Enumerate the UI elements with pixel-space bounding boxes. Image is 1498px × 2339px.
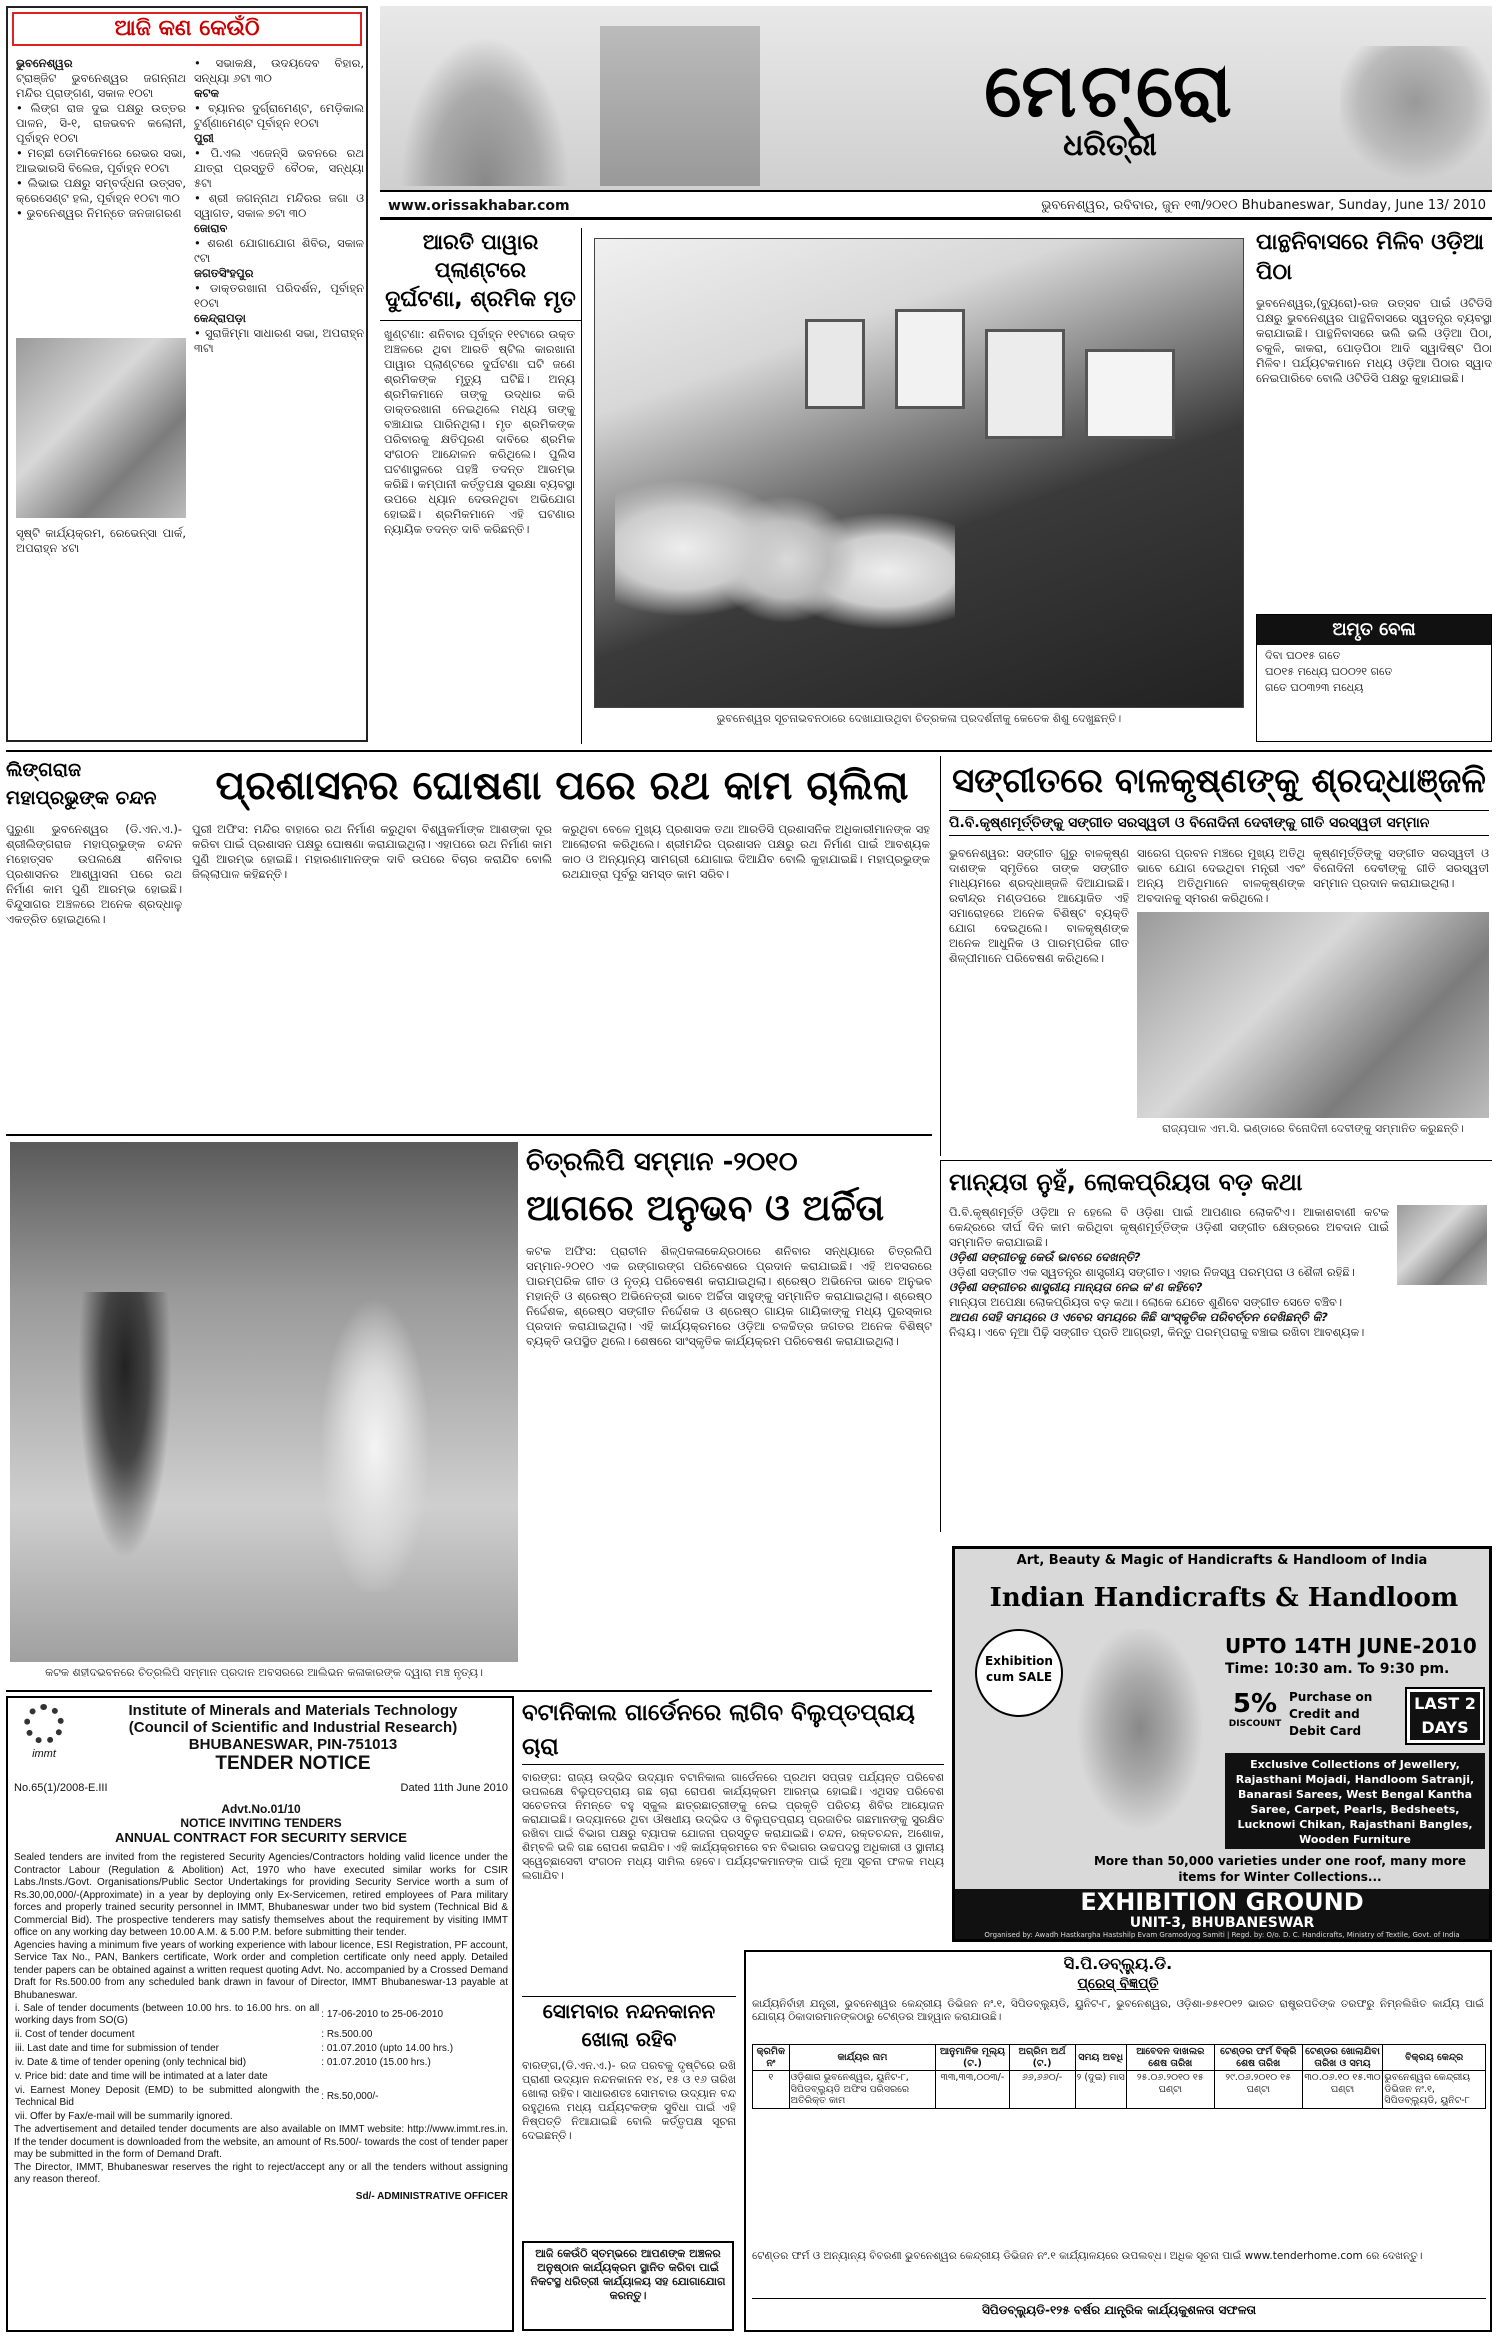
cpwd-intro: କାର୍ଯ୍ୟନିର୍ବାହୀ ଯନ୍ତ୍ରୀ, ଭୁବନେଶ୍ୱର କେନ୍ଦ୍ରୀୟ ଡିଭିଜନ ନଂ.୧, ସିପିଡବ୍ଲ୍ୟୁଡି, ୟୁନିଟ-୮, ଭୁବନେଶ୍ୱର, ଓଡ଼ିଶା-୭୫୧୦୧୨ ଭାରତ ରାଷ୍ଟ୍ରପତିଙ୍କ ତରଫରୁ ନିମ୍ନଲିଖିତ କାର୍ଯ୍ୟ ପାଇଁ ଯୋଗ୍ୟ ଠିକାଦାରମାନଙ୍କଠାରୁ ଟେଣ୍ଡର ଆହ୍ୱାନ କରାଯାଉଛି। [752, 1998, 1484, 2023]
story-popularity [940, 1160, 1492, 1532]
painting-frame [895, 309, 965, 409]
popularity-answer: ନିଶ୍ଚୟ। ଏବେ ନୂଆ ପିଢ଼ି ସଙ୍ଗୀତ ପ୍ରତି ଆଗ୍ରହୀ, କିନ୍ତୁ ପରମ୍ପରାକୁ ବଞ୍ଚାଇ ରଖିବା ଆବଶ୍ୟକ। [949, 1325, 1365, 1339]
tender-org-address: BHUBANESWAR, PIN-751013 [188, 1736, 398, 1753]
rath-col-left: ପୁରୁଣା ଭୁବନେଶ୍ୱର (ଡି.ଏନ.ଏ.)- ଶ୍ରୀଲିଙ୍ଗରାଜ ମହାପ୍ରଭୁଙ୍କ ଚନ୍ଦନ ମହୋତ୍ସବ ଉପଲକ୍ଷେ ଶନିବାର ପ୍ରଶାସନର ଆଶ୍ୱାସନା ପରେ ରଥ ନିର୍ମାଣ କାମ ପୁଣି ଆରମ୍ଭ ହୋଇଛି। ବିନ୍ଦୁସାଗର ଅଞ୍ଚଳରେ ଅନେକ ଶ୍ରଦ୍ଧାଳୁ ଏକତ୍ରିତ ହୋଇଥିଲେ। [6, 822, 182, 926]
expo-sale-badge: Exhibition cum SALE [975, 1629, 1063, 1717]
table-row: v. Price bid: date and time will be intimated at a later date [15, 2071, 268, 2082]
music-subhead: ପି.ବି.କୃଷ୍ଣମୂର୍ତ୍ତିଙ୍କୁ ସଙ୍ଗୀତ ସରସ୍ୱତୀ ଓ ବିନୋଦିନୀ ଦେବୀଙ୍କୁ ଗୀତି ସରସ୍ୱତୀ ସମ୍ମାନ [949, 810, 1489, 836]
dateline-bar [380, 196, 1492, 220]
expo-title: Indian Handicrafts & Handloom [989, 1583, 1459, 1613]
painting-frame [805, 319, 865, 409]
event-item: • ଶ୍ରୀ ଜଗନ୍ନାଥ ମନ୍ଦିରର ଜଗା ଓ ସ୍ୱାଗତ, ସକାଳ ୭ଟା ୩୦ [194, 191, 364, 221]
popularity-body [949, 1205, 1389, 1525]
popularity-headline: ମାନ୍ୟତା ନୁହଁ, ଲୋକପ୍ରିୟତା ବଡ଼ କଥା [949, 1168, 1303, 1196]
chitralipi-body: କଟକ ଅଫିସ: ପ୍ରାଚୀନ ଶିଳ୍ପକଳାକେନ୍ଦ୍ରଠାରେ ଶନିବାର ସନ୍ଧ୍ୟାରେ ଚିତ୍ରଲିପି ସମ୍ମାନ-୨୦୧୦ ଏକ ରଙ୍ଗାରଙ୍ଗ ପରିବେଶରେ ପ୍ରଦାନ କରାଯାଇଛି। ଏହି ଅବସରରେ ପାରମ୍ପରିକ ଗୀତ ଓ ନୃତ୍ୟ ପରିବେଷଣ କରାଯାଇଥିଲା। ଶ୍ରେଷ୍ଠ ଅଭିନେତା ଭାବେ ଅନୁଭବ ମହାନ୍ତି ଓ ଶ୍ରେଷ୍ଠ ଅଭିନେତ୍ରୀ ଭାବେ ଅର୍ଚ୍ଚିତା ସାହୁଙ୍କୁ ସମ୍ମାନିତ କରାଯାଇଥିଲା। ଶ୍ରେଷ୍ଠ ନିର୍ଦ୍ଦେଶକ, ଶ୍ରେଷ୍ଠ ସଙ୍ଗୀତ ନିର୍ଦ୍ଦେଶକ ଓ ଶ୍ରେଷ୍ଠ ଗାୟକ ଗାୟିକାଙ୍କୁ ମଧ୍ୟ ପୁରସ୍କାର ପ୍ରଦାନ କରାଯାଇଥିଲା। ଏହି କାର୍ଯ୍ୟକ୍ରମରେ ଓଡ଼ିଆ ଚଳଚ୍ଚିତ୍ର ଜଗତର ଅନେକ ବିଶିଷ୍ଟ ବ୍ୟକ୍ତି ଉପସ୍ଥିତ ଥିଲେ। ଶେଷରେ ସାଂସ୍କୃତିକ କାର୍ଯ୍ୟକ୍ରମ ପରିବେଷଣ କରାଯାଇଥିଲା। [526, 1244, 932, 1348]
story-power-plant [380, 228, 582, 744]
events-col-1 [16, 56, 186, 336]
painting-frame [1085, 349, 1175, 439]
music-headline: ସଙ୍ଗୀତରେ ବାଳକୃଷ୍ଣଙ୍କୁ ଶ୍ରଦ୍ଧାଞ୍ଜଳି [952, 761, 1486, 801]
tender-schedule [14, 2002, 508, 2124]
tender-para: Agencies having a minimum five years of working experience with labour licence, ESI Registration, PF account, Service Tax No., PAN, Bankers certificate, Work order and completion certificate only need apply. Detailed tender papers can be obtained against a written request quoting Advt. No. accompanied by a Crossed Demand Draft for Rs.500.00 from any scheduled bank drawn in favour of Director, IMMT Bhubaneswar-13 payable at Bhubaneswar. [14, 1939, 508, 2001]
expo-tagline: Art, Beauty & Magic of Handicrafts & Handloom of India [1016, 1553, 1428, 1568]
panthanivas-body: ଭୁବନେଶ୍ୱର,(ବ୍ୟୁରୋ)-ରଜ ଉତ୍ସବ ପାଇଁ ଓଟିଡିସି ପକ୍ଷରୁ ଭୁବନେଶ୍ୱର ପାନ୍ଥନିବାସରେ ସ୍ୱତନ୍ତ୍ର ବ୍ୟବସ୍ଥା କରାଯାଇଛି। ପାନ୍ଥନିବାସରେ ଭଲି ଭଲି ଓଡ଼ିଆ ପିଠା, ଚକୁଳି, କାକରା, ପୋଡ଼ପିଠା ଆଦି ସ୍ୱାଦିଷ୍ଟ ପିଠା ମିଳିବ। ପର୍ଯ୍ୟଟକମାନେ ମଧ୍ୟ ଓଡ଼ିଆ ପିଠାର ସ୍ୱାଦ ନେଇପାରିବେ ବୋଲି ଓଟିଡିସି ପକ୍ଷରୁ କୁହାଯାଇଛି। [1256, 296, 1492, 385]
events-col-1-more [16, 526, 186, 736]
cpwd-slogan: ସିପିଡବ୍ଲ୍ୟୁଡି-୧୨୫ ବର୍ଷର ଯାନ୍ତ୍ରିକ କାର୍ଯ୍ୟକୁଶଳତା ସଫଳତା [752, 2298, 1486, 2322]
table-cell: ୨୫.୦୬.୨୦୧୦ ୧୫ ଘଣ୍ଟା [1126, 2071, 1214, 2109]
promo-box [522, 2241, 734, 2331]
power-plant-headline: ଦୁର୍ଘଟଣା, ଶ୍ରମିକ ମୃତ [380, 284, 581, 321]
nandankanan-body: ବାରଙ୍ଗ,(ଡି.ଏନ.ଏ.)- ରଜ ପରବକୁ ଦୃଷ୍ଟିରେ ରଖି ପ୍ରାଣୀ ଉଦ୍ୟାନ ନନ୍ଦନକାନନ ୧୪, ୧୫ ଓ ୧୬ ତାରିଖ ଖୋଲା ରହିବ। ସାଧାରଣତଃ ସୋମବାର ଉଦ୍ୟାନ ବନ୍ଦ ରହୁଥିଲେ ମଧ୍ୟ ପର୍ଯ୍ୟଟକଙ୍କ ସୁବିଧା ପାଇଁ ଏହି ନିଷ୍ପତ୍ତି ନିଆଯାଇଛି ବୋଲି କର୍ତ୍ତୃପକ୍ଷ ସୂଚନା ଦେଇଛନ୍ତି। [522, 2059, 736, 2142]
power-plant-body: ଖୁଣ୍ଟଣା: ଶନିବାର ପୂର୍ବାହ୍ନ ୧୧ଟାରେ ଉକ୍ତ ଅଞ୍ଚଳରେ ଥିବା ଆରତି ଷ୍ଟିଲ କାରଖାନା ପାୱାର ପ୍ଲାଣ୍ଟରେ ଦୁର୍ଘଟଣା ଘଟି ଜଣେ ଶ୍ରମିକଙ୍କ ମୃତ୍ୟୁ ଘଟିଛି। ଅନ୍ୟ ଶ୍ରମିକମାନେ ତାଙ୍କୁ ଉଦ୍ଧାର କରି ଡାକ୍ତରଖାନା ନେଇଥିଲେ ମଧ୍ୟ ତାଙ୍କୁ ବଞ୍ଚାଯାଇ ପାରିନଥିଲା। ମୃତ ଶ୍ରମିକଙ୍କ ପରିବାରକୁ କ୍ଷତିପୂରଣ ଦାବିରେ ଶ୍ରମିକ ସଂଗଠନ ଆନ୍ଦୋଳନ କରିଥିଲେ। ପୁଲିସ ଘଟଣାସ୍ଥଳରେ ପହଞ୍ଚି ତଦନ୍ତ ଆରମ୍ଭ କରିଛି। କମ୍ପାନୀ କର୍ତ୍ତୃପକ୍ଷ ସୁରକ୍ଷା ବ୍ୟବସ୍ଥା ଉପରେ ଧ୍ୟାନ ଦେଉନଥିବା ଅଭିଯୋଗ ହୋଇଛି। ଶ୍ରମିକମାନେ ଏହି ଘଟଣାର ନ୍ୟାୟିକ ତଦନ୍ତ ଦାବି କରିଛନ୍ତି। [384, 327, 575, 536]
rath-col-mid: ପୁରୀ ଅଫିସ: ମନ୍ଦିର ବାହାରେ ରଥ ନିର୍ମାଣ କରୁଥିବା ବିଶ୍ୱକର୍ମାଙ୍କ ଆଶଙ୍କା ଦୂର କରିବା ପାଇଁ ପ୍ରଶାସନ ପକ୍ଷରୁ ଘୋଷଣା କରାଯାଇଥିଲା। ଏହାପରେ ରଥ ନିର୍ମାଣ କାମ ପୁଣି ଆରମ୍ଭ ହୋଇଛି। ମହାରଣାମାନଙ୍କ ଦାବି ଉପରେ ବିଚାର କରାଯିବ ବୋଲି ଜିଲ୍ଲାପାଳ କହିଛନ୍ତି। [192, 822, 552, 881]
immt-logo: immt [14, 1704, 74, 1774]
rath-col-right: କରୁଥିବା ବେଳେ ମୁଖ୍ୟ ପ୍ରଶାସକ ତଥା ଆରଡିସି ପ୍ରଶାସନିକ ଅଧିକାରୀମାନଙ୍କ ସହ ଆଲୋଚନା କରିଥିଲେ। ଶ୍ରୀମନ୍ଦିର ପ୍ରଶାସନ ପକ୍ଷରୁ ରଥ ନିର୍ମାଣ ପାଇଁ ଆବଶ୍ୟକ କାଠ ଓ ଅନ୍ୟାନ୍ୟ ସାମଗ୍ରୀ ଯୋଗାଇ ଦିଆଯିବ ବୋଲି କୁହାଯାଇଛି। ମହାପ୍ରଭୁଙ୍କ ରଥଯାତ୍ରା ପୂର୍ବରୁ ସମସ୍ତ କାମ ସରିବ। [562, 822, 930, 881]
table-cell: ୩୦.୦୬.୧୦ ୧୫.୩୦ ଘଣ୍ଟା [1302, 2071, 1383, 2109]
table-cell: ୨ (ଦୁଇ) ମାସ [1075, 2071, 1126, 2109]
masthead [380, 6, 1492, 192]
amrit-bela-box [1256, 614, 1492, 742]
tender-contract-title: ANNUAL CONTRACT FOR SECURITY SERVICE [115, 1830, 407, 1845]
expo-dates: UPTO 14TH JUNE-2010 [1225, 1634, 1477, 1658]
amrit-bela-title: ଅମୃତ ବେଳା [1257, 615, 1491, 645]
table-row: iv. Date & time of tender opening (only technical bid) : 01.07.2010 (15.00 hrs.) [15, 2057, 431, 2068]
botanical-headline: ବଟାନିକାଲ ଗାର୍ଡେନରେ ଲାଗିବ ବିଲୁପ୍ତପ୍ରାୟ ଚାରା [522, 1696, 944, 1765]
event-item: ଜଗତସିଂହପୁର • ଡାକ୍ତରଖାନା ପରିଦର୍ଶନ, ପୂର୍ବାହ୍ନ ୧୦ଟା [194, 266, 364, 311]
tender-notice [6, 1696, 514, 2332]
tender-para: The advertisement and detailed tender documents are also available on IMMT website: http://www.immt.res.in. If the tender document is downloaded from the website, an amount of Rs.500/- towards the cost of tender paper may be submitted in the form of Demand Draft. [14, 2124, 508, 2160]
story-music [940, 756, 1492, 1156]
table-row: ii. Cost of tender document : Rs.500.00 [15, 2029, 373, 2040]
cpwd-notice [744, 1950, 1492, 2332]
event-item: • ଭୁବନେଶ୍ୱର ନିମନ୍ତେ ଜନଜାଗରଣ [16, 206, 186, 221]
table-header: ଆବେଦନ ଦାଖଲର ଶେଷ ତାରିଖ [1126, 2045, 1214, 2071]
brand-logo: ମେଟ୍ରୋ [984, 48, 1236, 134]
popularity-answer: ମାନ୍ୟତା ଅପେକ୍ଷା ଲୋକପ୍ରିୟତା ବଡ଼ କଥା। ଲୋକେ ଯେତେ ଶୁଣିବେ ସଙ୍ଗୀତ ସେତେ ବଞ୍ଚିବ। [949, 1295, 1343, 1309]
expo-advertisement [952, 1546, 1492, 1942]
story-rath [6, 756, 932, 1132]
amrit-bela-line: ଘ୦୧୫ ମଧ୍ୟେ ଘ୦୦୨୧ ଗତେ [1265, 665, 1393, 678]
brand-subtitle: ଧରିତ୍ରୀ [1063, 128, 1157, 163]
tender-notice-title: NOTICE INVITING TENDERS [180, 1816, 342, 1830]
tender-org-council: (Council of Scientific and Industrial Research) [128, 1719, 458, 1736]
events-box [6, 6, 368, 742]
story-panthanivas [1256, 228, 1492, 648]
music-award-photo [1137, 912, 1489, 1118]
dancer-figure [70, 1292, 180, 1592]
expo-venue-sub: UNIT-3, BHUBANESWAR [1129, 1915, 1315, 1931]
table-header: କାର୍ଯ୍ୟର ନାମ [789, 2045, 936, 2071]
temple-illustration [400, 36, 570, 186]
table-header: ସମୟ ଅବଧି [1075, 2045, 1126, 2071]
event-item: କଟକ • ବ୍ୟାନର ଦୁର୍ଗ୍ରାମେଣ୍ଟ, ମେଡ଼ିକାଲ ଟୁର୍ଣ୍ଣାମେଣ୍ଟ ପୂର୍ବାହ୍ନ ୧୦ଟା [194, 86, 364, 131]
nandankanan-headline: ସୋମବାର ନନ୍ଦନକାନନ ଖୋଲା ରହିବ [542, 1999, 716, 2051]
popularity-answer: ଓଡ଼ିଶୀ ସଙ୍ଗୀତ ଏକ ସ୍ୱତନ୍ତ୍ର ଶାସ୍ତ୍ରୀୟ ସଙ୍ଗୀତ। ଏହାର ନିଜସ୍ୱ ପରମ୍ପରା ଓ ଶୈଳୀ ରହିଛି। [949, 1265, 1355, 1279]
table-cell: ଭୁବନେଶ୍ୱର କେନ୍ଦ୍ରୀୟ ଡିଭିଜନ ନଂ.୧, ସିପିଡବ୍ଲ୍ୟୁଡି, ୟୁନିଟ-୮ [1383, 2071, 1486, 2109]
event-item: ଜୋରାବ • ଶରଣ ଯୋଗାଯୋଗ ଶିବିର, ସକାଳ ୯ଟା [194, 221, 364, 266]
chitralipi-kicker: ଚିତ୍ରଲିପି ସମ୍ମାନ -୨୦୧୦ [526, 1147, 798, 1177]
children-silhouettes [615, 479, 955, 708]
music-col-c: କୃଷ୍ଣମୂର୍ତ୍ତିଙ୍କୁ ସଙ୍ଗୀତ ସରସ୍ୱତୀ ଓ ବିନୋଦିନୀ ଦେବୀଙ୍କୁ ଗୀତି ସରସ୍ୱତୀ ସମ୍ମାନ ପ୍ରଦାନ କରାଯାଇଥିଲା। [1313, 846, 1489, 890]
events-col-2 [194, 56, 364, 736]
tender-ref: No.65(1)/2008-E.III [14, 1782, 108, 1794]
event-item: ପୁରୀ • ପି.ଏଲ ଏଜେନ୍ସି ଭବନରେ ରଥ ଯାତ୍ରା ପ୍ରସ୍ତୁତି ବୈଠକ, ସନ୍ଧ୍ୟା ୫ଟା [194, 131, 364, 191]
events-photo [16, 338, 186, 518]
cpwd-footer: ଟେଣ୍ଡର ଫର୍ମ ଓ ଅନ୍ୟାନ୍ୟ ବିବରଣୀ ଭୁବନେଶ୍ୱର କେନ୍ଦ୍ରୀୟ ଡିଭିଜନ ନଂ.୧ କାର୍ଯ୍ୟାଳୟରେ ଉପଲବ୍ଧ। ଅଧିକ ସୂଚନା ପାଇଁ www.tenderhome.com ରେ ଦେଖନ୍ତୁ। [752, 2250, 1423, 2262]
expo-discount: 5% DISCOUNT [1228, 1689, 1282, 1729]
expo-last-days: LAST 2 DAYS [1407, 1689, 1483, 1743]
table-header: ଟେଣ୍ଡର ଖୋଲାଯିବା ତାରିଖ ଓ ସମୟ [1302, 2045, 1383, 2071]
table-cell: ୬୬,୬୬୦/- [1009, 2071, 1075, 2109]
amrit-bela-line: ଦିବା ଘ୦୧୫ ଗତେ [1265, 649, 1341, 662]
table-cell: ୧ [753, 2071, 790, 2109]
table-header: ଟେଣ୍ଡର ଫର୍ମ ବିକ୍ରି ଶେଷ ତାରିଖ [1214, 2045, 1302, 2071]
botanical-body: ବାରଙ୍ଗ: ରାଜ୍ୟ ଉଦ୍ଭିଦ ଉଦ୍ୟାନ ବଟାନିକାଲ ଗାର୍ଡେନରେ ପ୍ରଥମ ସପ୍ତାହ ପର୍ଯ୍ୟନ୍ତ ପରିବେଶ ଉପଲକ୍ଷେ ବିଲୁପ୍ତପ୍ରାୟ ଗଛ ଚାରା ରୋପଣ କାର୍ଯ୍ୟକ୍ରମ ଆରମ୍ଭ ହୋଇଛି। ଏଥିସହ ପରିବେଶ ସଚେତନତା ନିମନ୍ତେ ବହୁ ସ୍କୁଲ ଛାତ୍ରଛାତ୍ରୀଙ୍କୁ ନେଇ ପ୍ରକୃତି ପରିଚୟ ଶିବିର ଆୟୋଜନ କରାଯାଇଛି। ଉଦ୍ୟାନରେ ଥିବା ଔଷଧୀୟ ଉଦ୍ଭିଦ ଓ ବିଲୁପ୍ତପ୍ରାୟ ପ୍ରଜାତିର ଗଛମାନଙ୍କୁ ସୁରକ୍ଷିତ ରଖିବା ପାଇଁ ବିଭାଗ ପକ୍ଷରୁ ବ୍ୟାପକ ଯୋଜନା ପ୍ରସ୍ତୁତ କରାଯାଇଛି। ଚନ୍ଦନ, ରକ୍ତଚନ୍ଦନ, ଅଶୋକ, ଶିମ୍ବଳି ଭଳି ଗଛ ରୋପଣ କରାଯିବ। ଏହି କାର୍ଯ୍ୟକ୍ରମରେ ବନ ବିଭାଗର ଉଚ୍ଚପଦସ୍ଥ ଅଧିକାରୀ ଓ ସ୍ଥାନୀୟ ସ୍ୱେଚ୍ଛାସେବୀ ସଂଗଠନ ମଧ୍ୟ ସାମିଲ ହେବେ। ପର୍ଯ୍ୟଟକମାନଙ୍କ ପାଇଁ ନୂଆ ସୂଚନା ଫଳକ ମଧ୍ୟ ଲଗାଯିବ। [522, 1771, 944, 1882]
events-title-text: ଆଜି କଣ କେଉଁଠି [114, 16, 260, 41]
dateline: ଭୁବନେଶ୍ୱର, ରବିବାର, ଜୁନ ୧୩/୨୦୧୦ Bhubaneswar, Sunday, June 13/ 2010 [1041, 198, 1486, 213]
panthanivas-headline: ପାନ୍ଥନିବାସରେ ମିଳିବ ଓଡ଼ିଆ ପିଠା [1256, 230, 1484, 285]
tender-ref-row [14, 1782, 508, 1800]
tender-advt-no: Advt.No.01/10 [221, 1802, 301, 1816]
event-item: • ମଚ୍ଛୀ ଡୋମିକେମରେ ରେଭର ସଭା, ଆଇଭାରସି ବିଲେଜ, ପୂର୍ବାହ୍ନ ୧୦ଟା [16, 146, 186, 176]
expo-model-image [1065, 1629, 1215, 1849]
event-item: • ଲିଙ୍ଗ ରାଜ ଦୁଇ ପକ୍ଷରୁ ଉତ୍ତର ପାଳନ, ସି-୧, ରାଜଭବନ କଲୋନୀ, ପୂର୍ବାହ୍ନ ୧୦ଟା [16, 101, 186, 146]
table-header: ବିକ୍ରୟ କେନ୍ଦ୍ର [1383, 2045, 1486, 2071]
table-row: vi. Earnest Money Deposit (EMD) to be submitted alongwith the Technical Bid : Rs.50,000/- [15, 2085, 379, 2108]
cpwd-subtitle: ପ୍ରେସ୍ ବିଜ୍ଞପ୍ତି [1077, 1976, 1159, 1992]
popularity-question: ଆପଣ ସେହି ସମୟରେ ଓ ଏବେର ସମୟରେ କିଛି ସାଂସ୍କୃତିକ ପରିବର୍ତ୍ତନ ଦେଖିଛନ୍ତି କି? [949, 1310, 1328, 1324]
chitralipi-headline: ଆଗରେ ଅନୁଭବ ଓ ଅର୍ଚ୍ଚିତା [526, 1188, 885, 1229]
story-nandankanan [522, 1996, 736, 2332]
tender-para: The Director, IMMT, Bhubaneswar reserves the right to reject/accept any or all the tenders without assigning any reason thereof. [14, 2161, 508, 2185]
expo-card-offer: Purchase on Credit and Debit Card [1289, 1690, 1373, 1738]
dome-illustration [1340, 46, 1490, 186]
expo-organizer: Organised by: Awadh Hastkargha Hastshilp Evam Gramodyog Samiti | Regd. by: O/o. D. C. Handicrafts, Ministry of Textile, Govt. of India [984, 1931, 1460, 1939]
tender-date: Dated 11th June 2010 [400, 1782, 508, 1794]
popularity-question: ଓଡ଼ିଶୀ ସଙ୍ଗୀତର ଶାସ୍ତ୍ରୀୟ ମାନ୍ୟତା ନେଇ କ'ଣ କହିବେ? [949, 1280, 1203, 1294]
exhibition-photo-caption: ଭୁବନେଶ୍ୱର ସୂଚନାଭବନଠାରେ ଦେଖାଯାଉଥିବା ଚିତ୍ରକଳା ପ୍ରଦର୍ଶନୀକୁ କେତେକ ଶିଶୁ ଦେଖୁଛନ୍ତି। [716, 712, 1122, 725]
cpwd-title: ସି.ପି.ଡବ୍ଲ୍ୟୁ.ଡି. [1063, 1954, 1173, 1973]
table-row: vii. Offer by Fax/e-mail will be summarily ignored. [15, 2111, 233, 2122]
section-rule [6, 1134, 932, 1136]
table-row: i. Sale of tender documents (between 10.00 hrs. to 16.00 hrs. on all working days from SO(G) : 17-06-2010 to 25-06-2010 [15, 2003, 444, 2026]
rath-headline: ପ୍ରଶାସନର ଘୋଷଣା ପରେ ରଥ କାମ ଚାଲିଲା [215, 763, 909, 809]
tender-body [14, 1852, 508, 2326]
dance-photo [10, 1142, 518, 1662]
tender-para: Sealed tenders are invited from the registered Security Agencies/Contractors holding valid licence under the Contractor Labour (Regulation & Abolition) Act, 1970 who have executed similar works for CSIR Labs./Insts./Govt. Organisations/Public Sector Undertakings for providing Security Service worth a sum of Rs.30,00,000/-(Approximate) in a year by deploying only Ex-Servicemen, retired employees of Para military forces and properly trained security personnel in IMMT, Bhubaneswar under two bid system (Technical Bid & Commercial Bid). The prospective tenderers may satisfy themselves about the requirement by visiting IMMT office on any working day between 10.00 A.M. & 5.00 P.M. before submitting their tender. [14, 1852, 508, 1938]
section-rule [6, 1690, 932, 1692]
painting-frame [985, 329, 1065, 439]
event-item: • ଲିଭାଇ ପକ୍ଷରୁ ସମ୍ବର୍ଦ୍ଧନା ଉତ୍ସବ, କ୍ରେସେଣ୍ଟ ହଲ, ପୂର୍ବାହ୍ନ ୧୦ଟା ୩୦ [16, 176, 186, 206]
tender-heads [14, 1802, 508, 1850]
rath-kicker: ଲିଙ୍ଗରାଜ ମହାପ୍ରଭୁଙ୍କ ଚନ୍ଦନ [6, 759, 157, 809]
section-rule [6, 750, 1492, 752]
events-box-title [12, 12, 362, 46]
amrit-bela-line: ଗତେ ଘ୦୩୨୩ ମଧ୍ୟେ [1265, 681, 1364, 694]
dancer-figure [310, 1272, 440, 1592]
website-link[interactable]: www.orissakhabar.com [388, 198, 570, 214]
exhibition-photo [594, 238, 1244, 708]
table-cell: ୨୯.୦୬.୨୦୧୦ ୧୫ ଘଣ୍ଟା [1214, 2071, 1302, 2109]
gear-icon [24, 1704, 64, 1744]
dance-photo-caption: କଟକ ଶହୀଦଭବନରେ ଚିତ୍ରଲିପି ସମ୍ମାନ ପ୍ରଦାନ ଅବସରରେ ଆଲିଭନ କଳାକାରଙ୍କ ଦ୍ୱାରା ମଞ୍ଚ ନୃତ୍ୟ। [45, 1666, 483, 1679]
table-header: କ୍ରମିକ ନଂ [753, 2045, 790, 2071]
music-col-a: ଭୁବନେଶ୍ୱର: ସଙ୍ଗୀତ ଗୁରୁ ବାଳକୃଷ୍ଣ ଦାଶଙ୍କ ସ୍ମୃତିରେ ତାଙ୍କ ସଙ୍ଗୀତ ମାଧ୍ୟମରେ ଶ୍ରଦ୍ଧାଞ୍ଜଳି ଦିଆଯାଇଛି। ରବୀନ୍ଦ୍ର ମଣ୍ଡପରେ ଆୟୋଜିତ ଏହି ସମାରୋହରେ ଅନେକ ବିଶିଷ୍ଟ ବ୍ୟକ୍ତି ଯୋଗ ଦେଇଥିଲେ। ବାଳକୃଷ୍ଣଙ୍କ ଅନେକ ଆଧୁନିକ ଓ ପାରମ୍ପରିକ ଗୀତ ଶିଳ୍ପୀମାନେ ପରିବେଷଣ କରିଥିଲେ। [949, 846, 1129, 965]
table-row [753, 2071, 1486, 2109]
event-item: • ସଭାକକ୍ଷ, ଉଦୟଦେବ ବିହାର, ସନ୍ଧ୍ୟା ୬ଟା ୩୦ [194, 56, 364, 86]
table-header-row [753, 2045, 1486, 2071]
promo-text: ଆଜି କେଉଁଠି ସ୍ତମ୍ଭରେ ଆପଣଙ୍କ ଅଞ୍ଚଳର ଅନୁଷ୍ଠାନ କାର୍ଯ୍ୟକ୍ରମ ସ୍ଥାନିତ କରିବା ପାଇଁ ନିକଟସ୍ଥ ଧରିତ୍ରୀ କାର୍ଯ୍ୟାଳୟ ସହ ଯୋଗାଯୋଗ କରନ୍ତୁ। [530, 2247, 726, 2302]
event-item: କେନ୍ଦ୍ରାପଡ଼ା • ସୁରାଜିମ୍ମା ସାଧାରଣ ସଭା, ଅପରାହ୍ନ ୩ଟା [194, 311, 364, 356]
expo-venue-block [955, 1889, 1489, 1939]
table-header: ଆନୁମାନିକ ମୂଲ୍ୟ (ଟ.) [936, 2045, 1009, 2071]
expo-items: Exclusive Collections of Jewellery, Rajasthani Mojadi, Handloom Satranji, Banarasi Sarees, West Bengal Kantha Saree, Carpet, Pearls, Bedsheets, Lucknowi Chikan, Rajasthani Bangles, Wooden Furniture [1225, 1753, 1485, 1849]
story-botanical [522, 1696, 944, 1988]
table-header: ଅଗ୍ରିମ ଅର୍ଥ (ଟ.) [1009, 2045, 1075, 2071]
tender-org-name: Institute of Minerals and Materials Technology [128, 1702, 458, 1719]
expo-time: Time: 10:30 am. To 9:30 pm. [1225, 1661, 1450, 1677]
event-item: ଭୁବନେଶ୍ୱର ଟ୍ରାଞ୍ଜିଟ ଭୁବନେଶ୍ୱର ଜଗନ୍ନାଥ ମନ୍ଦିର ପ୍ରାଙ୍ଗଣ, ସକାଳ ୧୦ଟା [16, 56, 186, 100]
story-chitralipi [526, 1142, 932, 1686]
tender-title: TENDER NOTICE [215, 1753, 371, 1774]
music-photo-caption: ରାଜ୍ୟପାଳ ଏମ.ସି. ଭଣ୍ଡାରେ ବିନୋଦିନୀ ଦେବୀଙ୍କୁ ସମ୍ମାନିତ କରୁଛନ୍ତି। [1162, 1122, 1464, 1135]
expo-more: More than 50,000 varieties under one roof, many more items for Winter Collections... [1093, 1854, 1467, 1884]
popularity-intro: ପି.ବି.କୃଷ୍ଣମୂର୍ତ୍ତି ଓଡ଼ିଆ ନ ହେଲେ ବି ଓଡ଼ିଶା ପାଇଁ ଆପଣାର ଲୋକଟିଏ। ଆକାଶବାଣୀ କଟକ କେନ୍ଦ୍ରରେ ଦୀର୍ଘ ଦିନ କାମ କରିଥିବା କୃଷ୍ଣମୂର୍ତ୍ତିଙ୍କ ଓଡ଼ିଶୀ ସଙ୍ଗୀତ କ୍ଷେତ୍ରରେ ଅବଦାନ ପାଇଁ ସମ୍ମାନିତ କରାଯାଇଛି। [949, 1205, 1389, 1249]
krishnamurthy-portrait [1397, 1205, 1487, 1285]
table-cell: ୩୩,୩୩,୦୦୩/- [936, 2071, 1009, 2109]
popularity-question: ଓଡ଼ିଶୀ ସଙ୍ଗୀତକୁ କେଉଁ ଭାବରେ ଦେଖନ୍ତି? [949, 1250, 1141, 1264]
tender-signature: Sd/- ADMINISTRATIVE OFFICER [355, 2190, 508, 2202]
cpwd-table [752, 2044, 1486, 2109]
tender-org-block [78, 1702, 508, 1776]
event-note: ସୃଷ୍ଟି କାର୍ଯ୍ୟକ୍ରମ, ରେଭେନ୍ସା ପାର୍କ, ଅପରାହ୍ନ ୪ଟା [16, 526, 186, 555]
expo-venue: EXHIBITION GROUND [1080, 1889, 1364, 1916]
table-row: iii. Last date and time for submission of tender : 01.07.2010 (upto 14.00 hrs.) [15, 2043, 454, 2054]
music-col-b: ସାରେଗ ପ୍ରବନ ମଞ୍ଚରେ ମୁଖ୍ୟ ଅତିଥି ଭାବେ ଯୋଗ ଦେଇଥିବା ମନ୍ତ୍ରୀ ଏବଂ ଅନ୍ୟ ଅତିଥିମାନେ ବାଳକୃଷ୍ଣଙ୍କ ଅବଦାନକୁ ସ୍ମରଣ କରିଥିଲେ। [1137, 846, 1305, 905]
building-illustration [600, 26, 760, 186]
table-cell: ଓଡ଼ିଶାର ଭୁବନେଶ୍ୱର, ୟୁନିଟ-୮, ସିପିଡବ୍ଲ୍ୟୁଡି ଅଫିସ ପରିସରରେ ଅତିରିକ୍ତ କାମ [789, 2071, 936, 2109]
power-plant-kicker: ଆରତି ପାୱାର ପ୍ଲାଣ୍ଟରେ [422, 230, 539, 282]
